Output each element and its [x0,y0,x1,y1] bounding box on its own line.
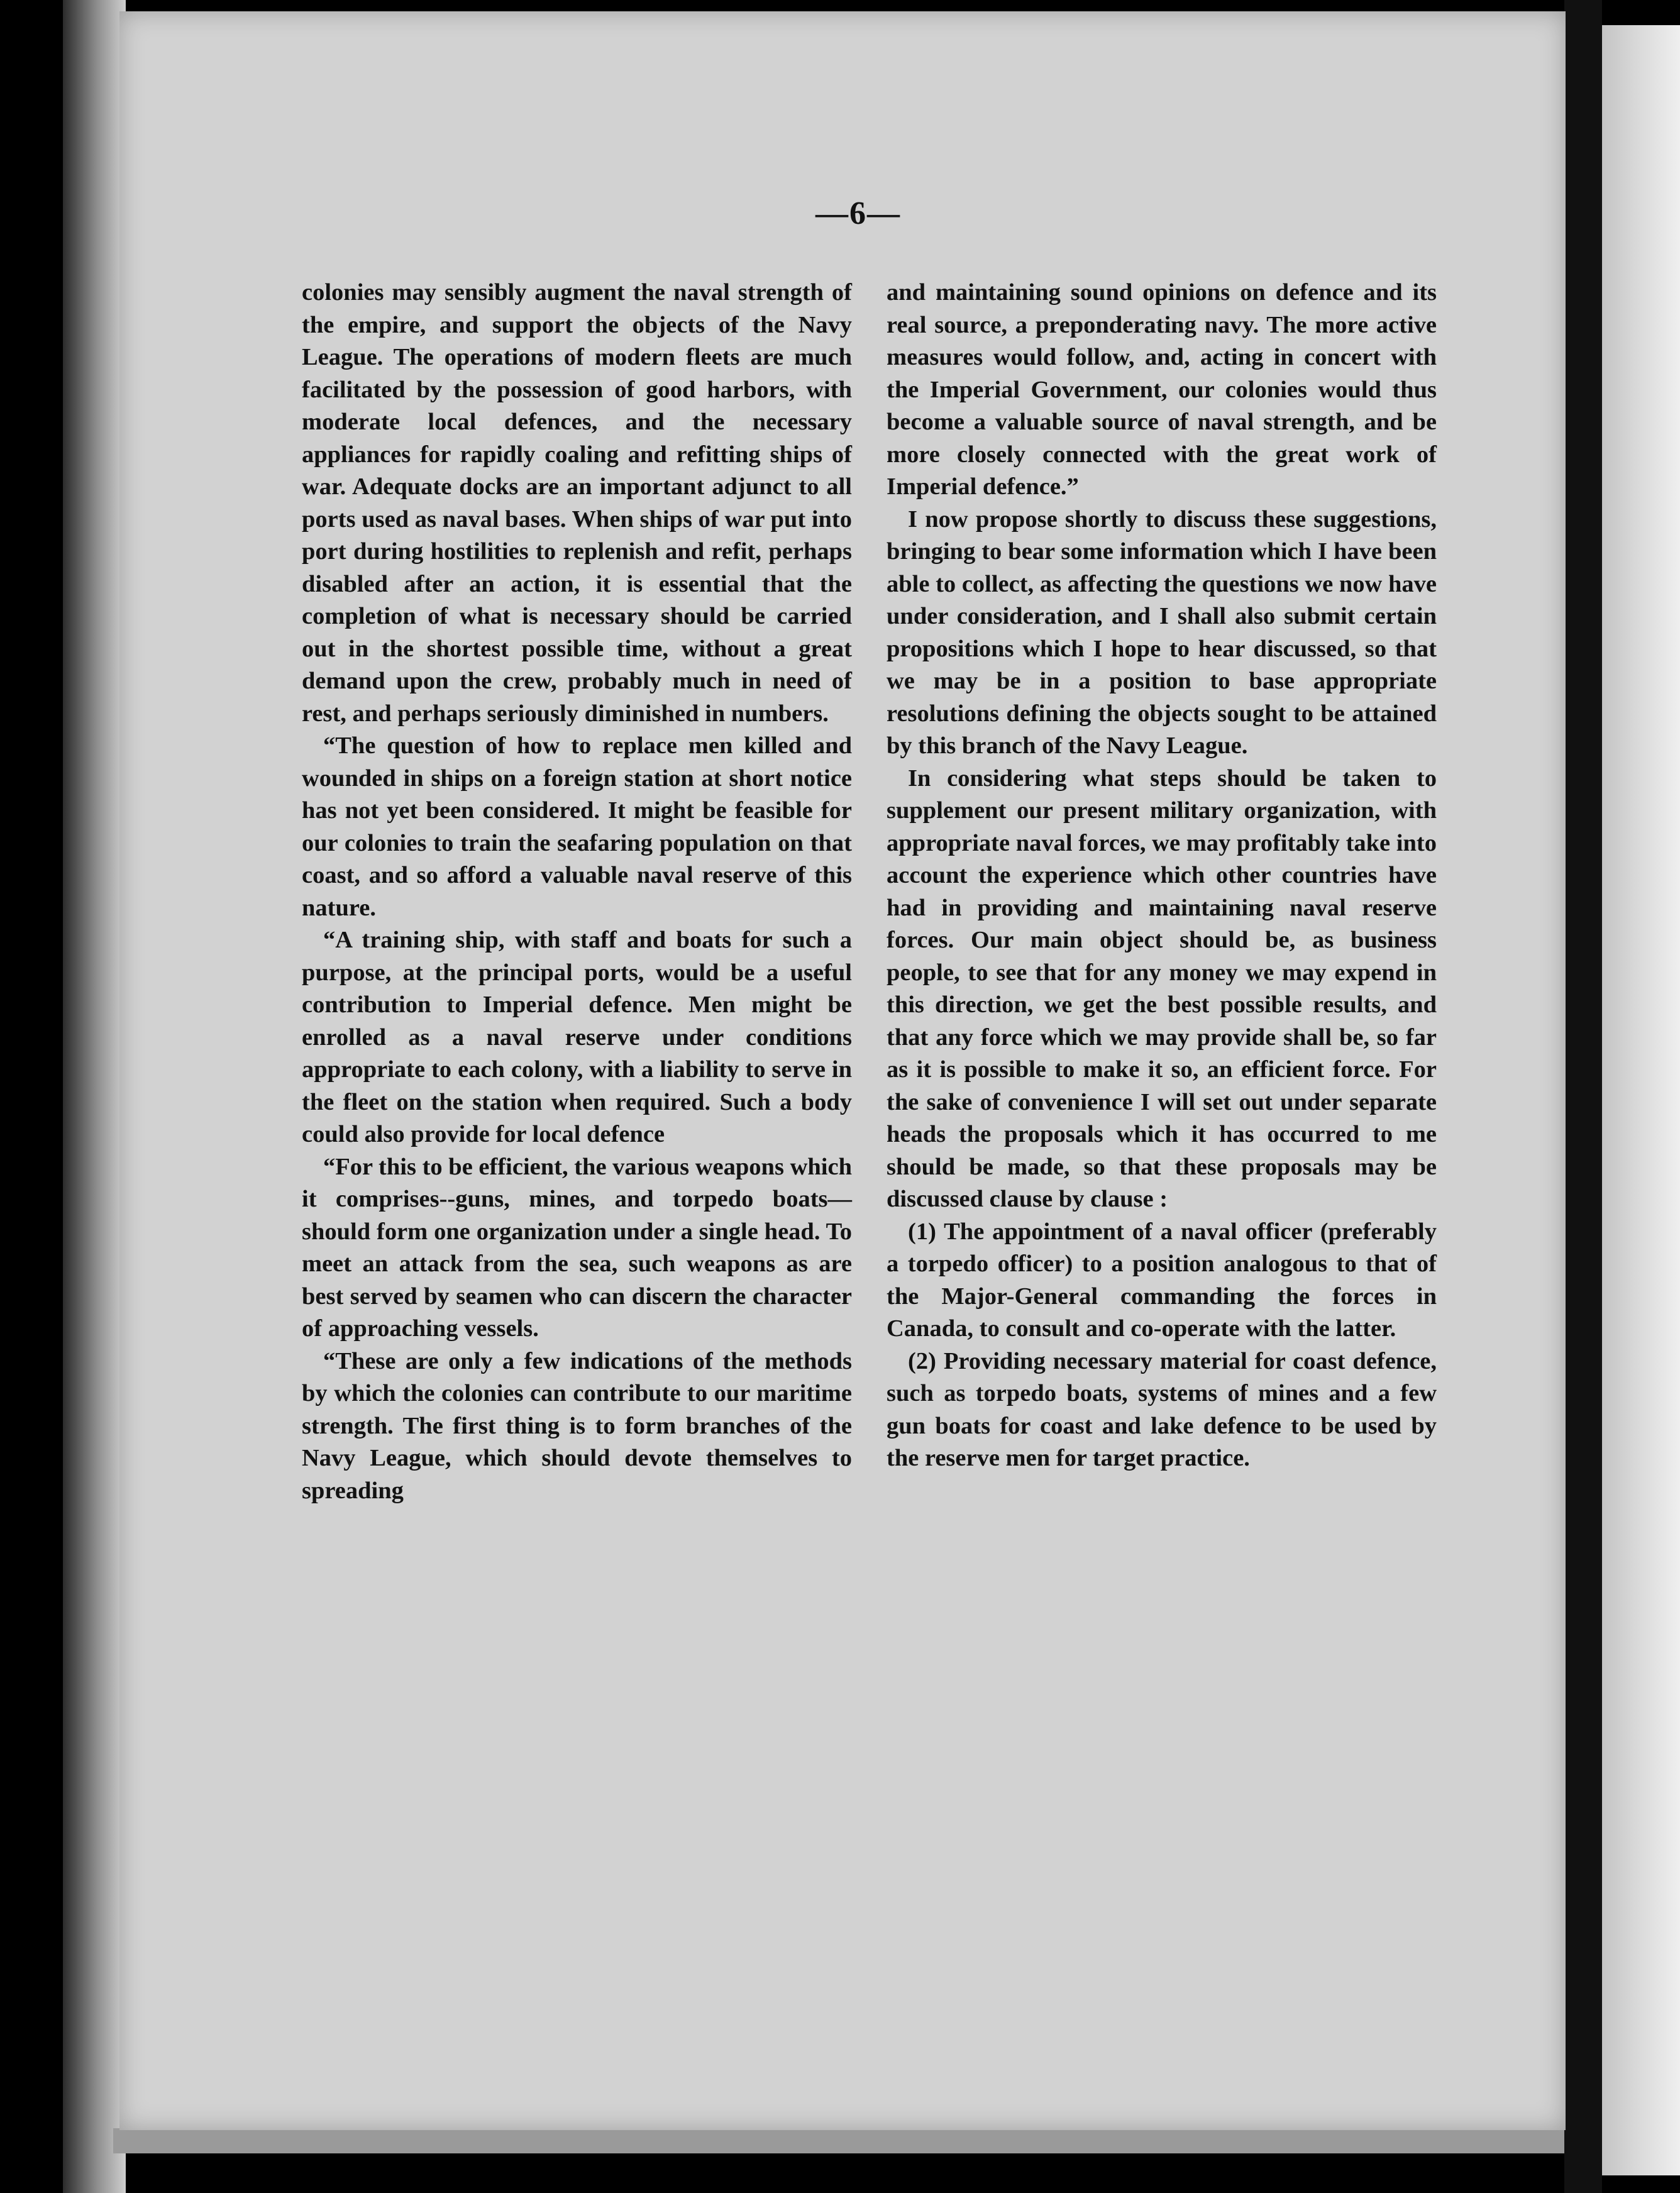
left-column [302,277,852,1507]
paragraph: and maintaining sound opinions on defence and its real source, a preponderating navy. The more active measures would follow, and, acting in concert with the Imperial Government, our colonies would thus become a valuable source of naval strength, and be more closely connected with the great work of Imperial defence.” [887,279,1437,500]
paragraph: “A training ship, with staff and boats for such a purpose, at the principal ports, would be a useful contribution to Imperial defence. Men might be enrolled as a naval reserve under conditions appropriate to each colony, with a liability to serve in the fleet on the station when required. Such a body could also provide for local defence [302,927,852,1147]
right-column [887,277,1437,1475]
paragraph: (1) The appointment of a naval officer (preferably a torpedo officer) to a position analogous to that of the Major-General commanding the forces in Canada, to consult and co-operate with the latter. [887,1218,1437,1342]
paragraph: “For this to be efficient, the various weapons which it comprises--guns, mines, and torpedo boats—should form one organization under a single head. To meet an attack from the sea, such weapons as are best served by seamen who can discern the character of approaching vessels. [302,1153,852,1342]
paragraph: “These are only a few indications of the methods by which the colonies can contribute to our maritime strength. The first thing is to form branches of the Navy League, which should devote themselves to spreading [302,1347,852,1504]
paragraph: (2) Providing necessary material for coast defence, such as torpedo boats, systems of mines and a few gun boats for coast and lake defence to be used by the reserve men for target practice. [887,1347,1437,1471]
paragraph: “The question of how to replace men killed and wounded in ships on a foreign station at short notice has not yet been considered. It might be feasible for our colonies to train the seafaring population on that coast, and so afford a valuable naval reserve of this nature. [302,732,852,921]
page-bottom-edge [113,2128,1578,2153]
paragraph: I now propose shortly to discuss these suggestions, bringing to bear some information which I have been able to collect, as affecting the questions we now have under consideration, and I shall also submit certain propositions which I hope to hear discussed, so that we may be in a position to base appropriate resolutions defining the objects sought to be attained by this branch of the Navy League. [887,505,1437,759]
facing-page-edge [1591,25,1680,2175]
binding-gutter [1564,0,1602,2193]
page-number: —6— [815,196,901,231]
paragraph: colonies may sensibly augment the naval strength of the empire, and support the objects of the Navy League. The operations of modern fleets are much facilitated by the possession of good harbors, with moderate local defences, and the necessary appliances for rapidly coaling and refitting ships of war. Adequate docks are an important adjunct to all ports used as naval bases. When ships of war put into port during hostilities to replenish and refit, perhaps disabled after an action, it is essential that the completion of what is necessary should be carried out in the shortest possible time, without a great demand upon the crew, probably much in need of rest, and perhaps seriously diminished in numbers. [302,279,852,727]
paragraph: In considering what steps should be taken to supplement our present military organization, with appropriate naval forces, we may profitably take into account the experience which other countries have had in providing and maintaining naval reserve forces. Our main object should be, as business people, to see that for any money we may expend in this direction, we get the best possible results, and that any force which we may provide shall be, so far as it is possible to make it so, an efficient force. For the sake of convenience I will set out under separate heads the proposals which it has occurred to me should be made, so that these proposals may be discussed clause by clause : [887,765,1437,1212]
book-edge [63,0,126,2193]
